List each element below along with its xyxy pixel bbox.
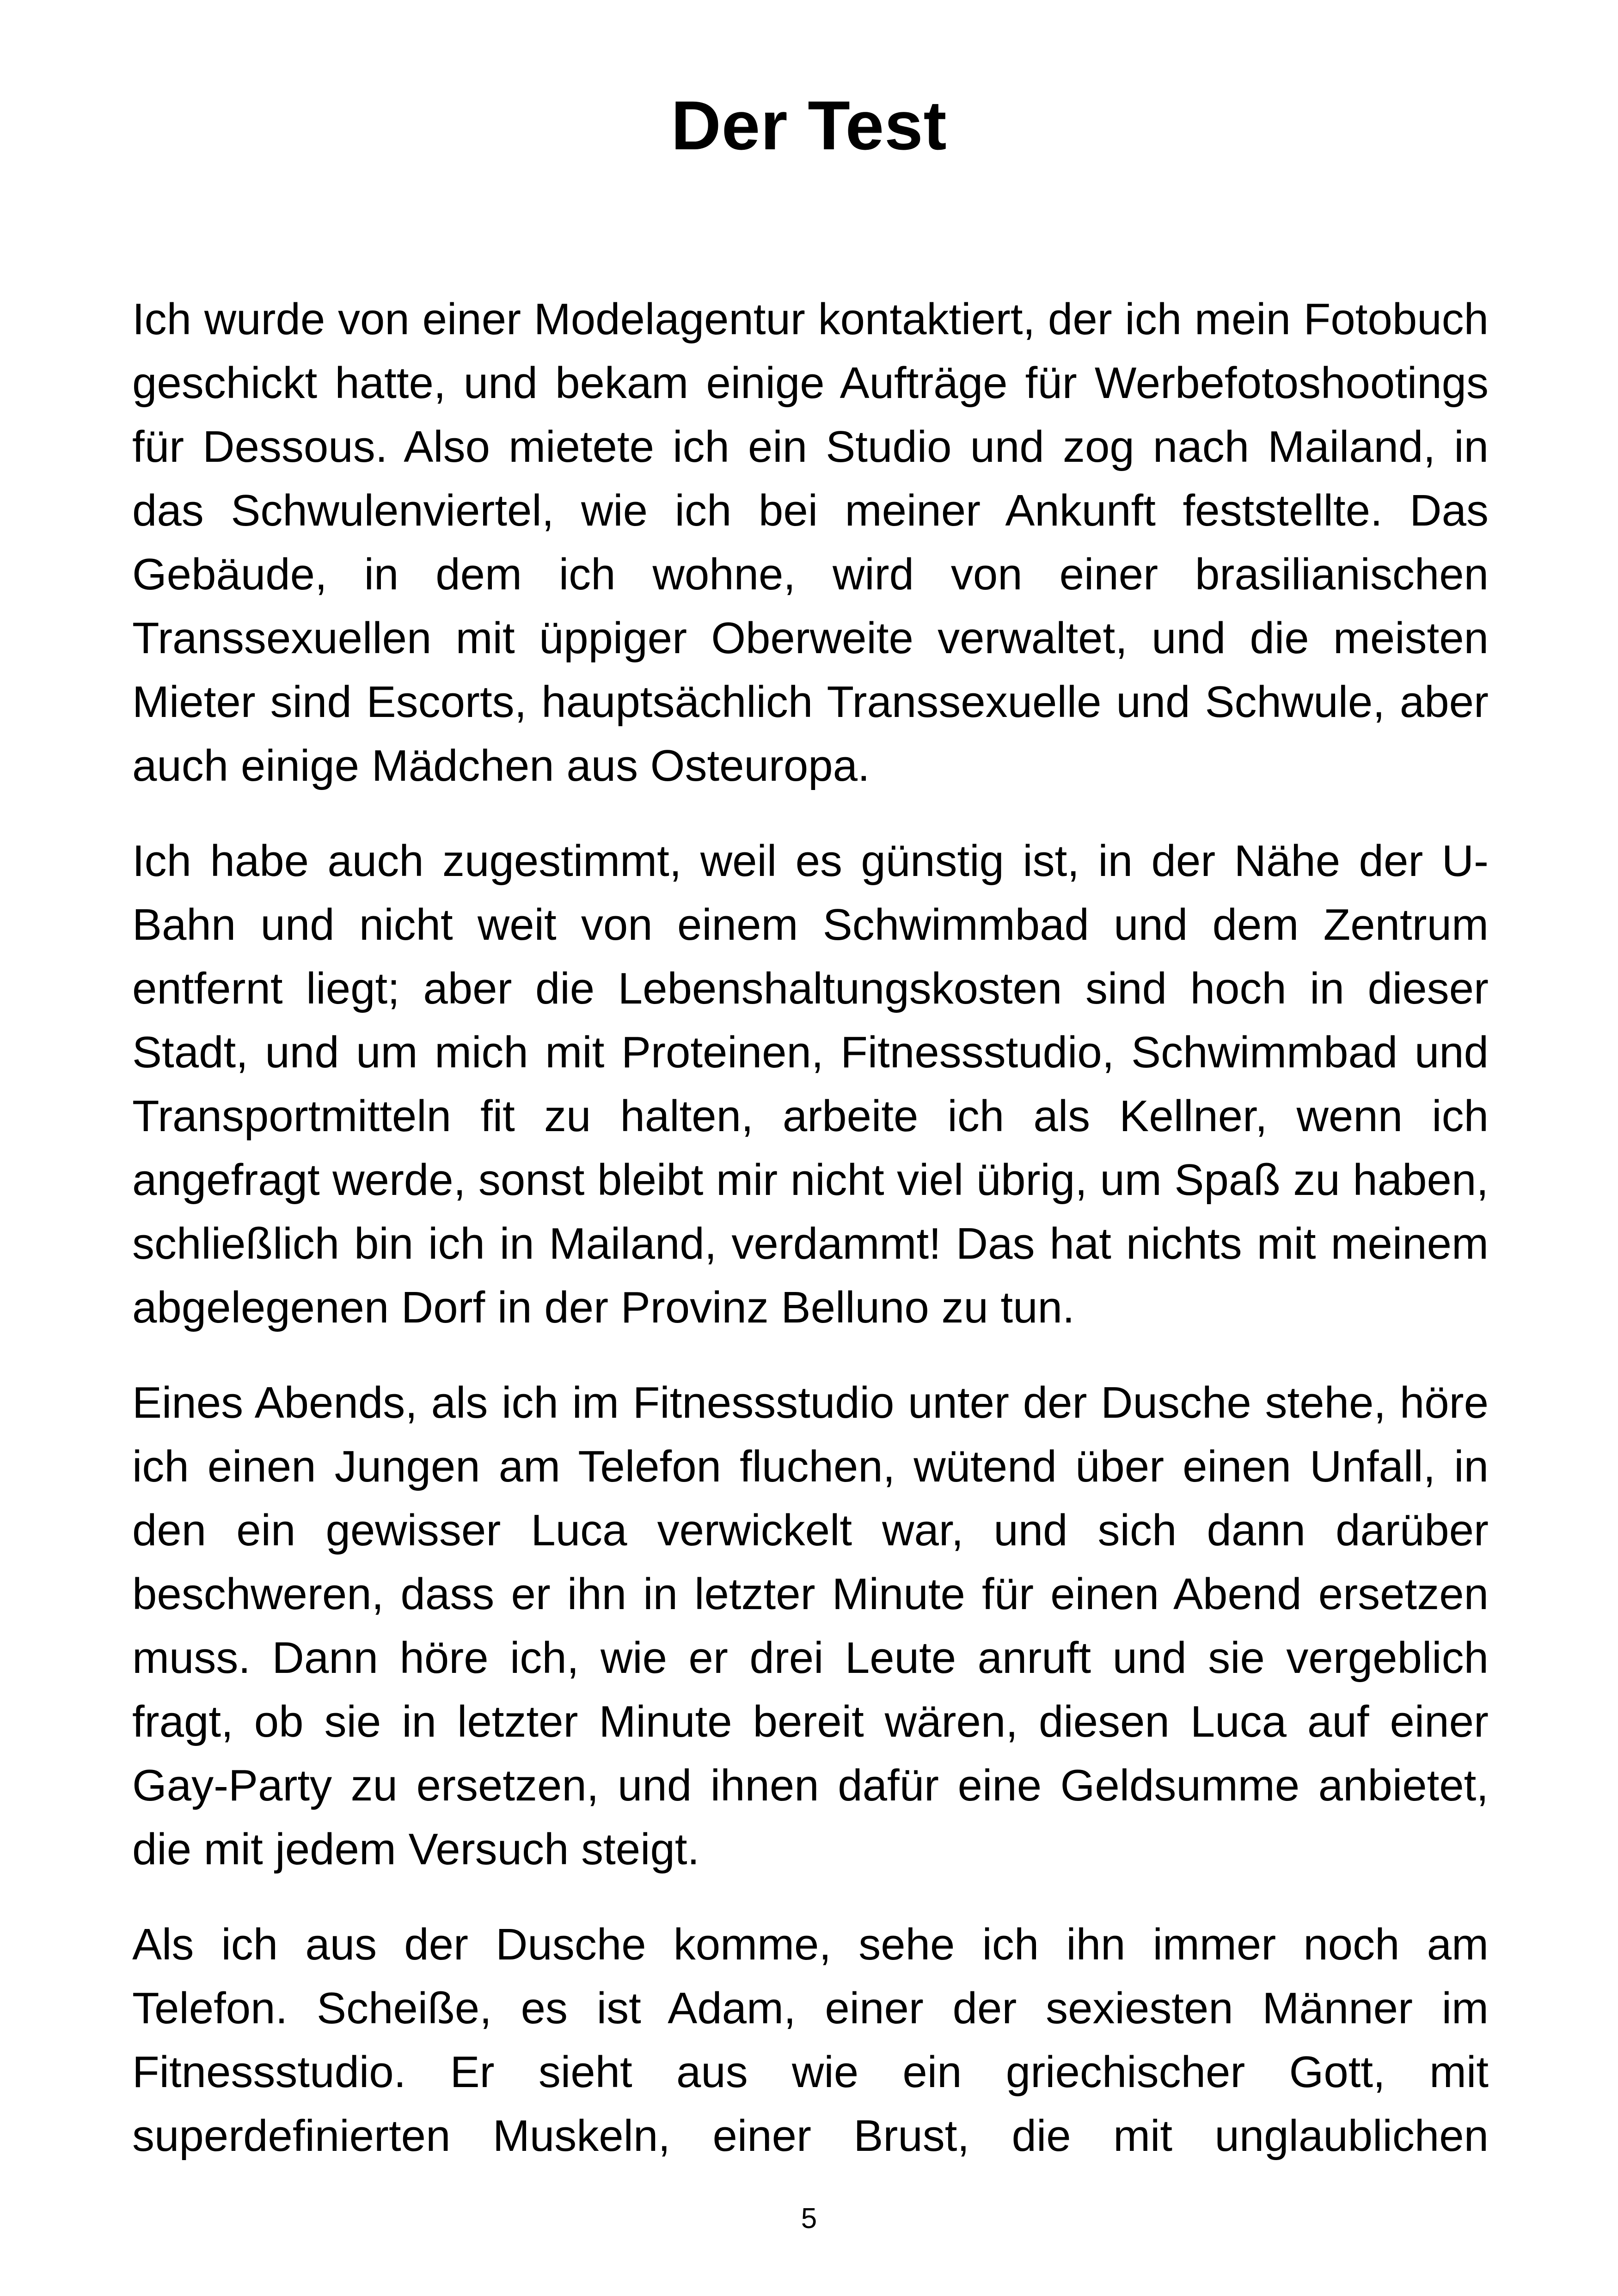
chapter-title: Der Test <box>671 86 947 164</box>
body-text <box>132 288 1489 2199</box>
paragraph-4: Als ich aus der Dusche komme, sehe ich ihn immer noch am Telefon. Scheiße, es ist Adam, einer der sexiesten Männer im Fitnessstudio. Er sieht aus wie ein griechischer Gott, mit superdefinierten Muskeln, einer Brust, die mit unglaublichen <box>132 1920 1489 2161</box>
paragraph-3: Eines Abends, als ich im Fitnessstudio unter der Dusche stehe, höre ich einen Jungen am Telefon fluchen, wütend über einen Unfall, in den ein gewisser Luca verwickelt war, und sich dann darüber beschweren, dass er ihn in letzter Minute für einen Abend ersetzen muss. Dann höre ich, wie er drei Leute anruft und sie vergeblich fragt, ob sie in letzter Minute bereit wären, diesen Luca auf einer Gay-Party zu ersetzen, und ihnen dafür eine Geldsumme anbietet, die mit jedem Versuch steigt. <box>132 1378 1489 1874</box>
page-number: 5 <box>801 2203 817 2235</box>
paragraph-1: Ich wurde von einer Modelagentur kontaktiert, der ich mein Fotobuch geschickt hatte, und bekam einige Aufträge für Werbefotoshootings für Dessous. Also mietete ich ein Studio und zog nach Mailand, in das Schwulenviertel, wie ich bei meiner Ankunft feststellte. Das Gebäude, in dem ich wohne, wird von einer brasilianischen Transsexuellen mit üppiger Oberweite verwaltet, und die meisten Mieter sind Escorts, hauptsächlich Transsexuelle und Schwule, aber auch einige Mädchen aus Osteuropa. <box>132 294 1489 790</box>
paragraph-2: Ich habe auch zugestimmt, weil es günstig ist, in der Nähe der U-Bahn und nicht weit von einem Schwimmbad und dem Zentrum entfernt liegt; aber die Lebenshaltungskosten sind hoch in dieser Stadt, und um mich mit Proteinen, Fitnessstudio, Schwimmbad und Transportmitteln fit zu halten, arbeite ich als Kellner, wenn ich angefragt werde, sonst bleibt mir nicht viel übrig, um Spaß zu haben, schließlich bin ich in Mailand, verdammt! Das hat nichts mit meinem abgelegenen Dorf in der Provinz Belluno zu tun. <box>132 836 1489 1332</box>
